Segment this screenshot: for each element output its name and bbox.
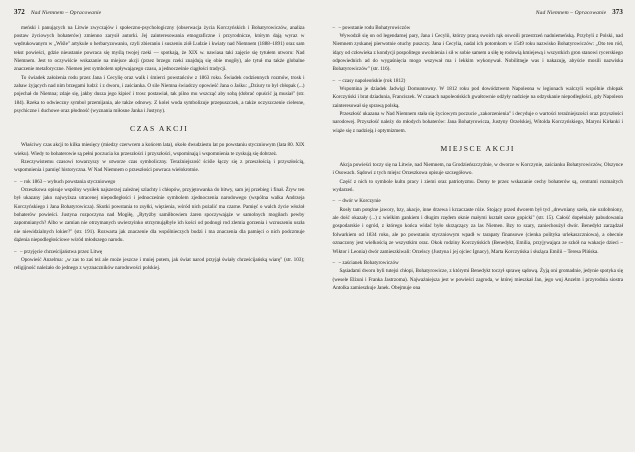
right-running-title: Nad Niemnem – Opracowanie [535, 10, 607, 16]
right-paragraph-2: Wspomina je dziadek Jadwigi Domuntowny. W 1812 roku pod dowództwem Napoleona w legionach walczyli wspólnie chłopak Korczyński i brat dziadunia, Franciszek. W czasach napoleońskich gwałtownie odżyły nadzieje na odzyskanie niepodległości, gdy Napoleon zainteresował się sprawą polską. [332, 86, 623, 109]
right-folio-number: 373 [612, 8, 623, 16]
left-section-heading: CZAS AKCJI [130, 124, 189, 134]
left-paragraph-1: meński i panujących na Litwie zwyczajów i społeczno-psychologiczny (obserwacja życia Korczyńskich i Bohatyrowiczów, analiza postaw życiowych bohaterów) zmienno zarysił autorki. Jej zainteresowania etnograficzne i przyrodnicze, którym dają wyraz w wędrukowanym w „Wiśle" artykule o herbaryzowaniu, czyli zbieraniu i suszeniu ziół Ludzie i kwiaty nad Niemnem (1888–1891) oraz sam tekst powieści, gdzie nieustanie powraca się myślą twojej rzeki — spotkają, że XIX w. nawiasa taki zajęcie się tytułem utworu: Nad Niemnem. Jest to oczywiście wskazanie na miejsce akcji (przez brzegu rzeki znajdują się obie mogiły), ale tytuł ma także globalne znaczenie metaforyczne. Niemen jest symbolem upływającego czasu, a jednocześnie ciągłości tradycji. [14, 24, 305, 73]
right-paragraph-1: Wywodził się on od legendarnej pary, Jana i Cecylii, którzy pracą swoich rąk oswoili przestrzeń nadniemeńską. Przybyli z Polski, nad Niemnem zyskanej pierwotnie otuchy puszczy. Jana i Cecylia, nadal ich potomkom w 1549 roku nazwisko Bohatyrowiczów: „Oto ten ród, idący od człowieka z kondycji pospolitego uwolnienia i sił w sobie samem a siłę tę rodowią kmiejewą i wszystkich gron stanowi rycerskiego odpowiednich ad do wygaśnięcia mogo wszywał ma i lekkim wykonywał. Nobilitnęje was i nakazuję, abyście mosili nazwiska Bohatyrowiczów" (str. 116). [332, 32, 623, 73]
right-running-head [333, 9, 624, 17]
left-paragraph-3: Właściwy czas akcji to kilka miesięcy (miedzy czerwcem a końcem lata), około dwudziestu lat po powstaniu styczniowym (lata 80. XIX wieku). Wiedy to bohaterowie są pełni poczucia ku przeszłości i przyszłości, wspominają i wspomnienia te zyskują się dobrzeż. [14, 142, 305, 157]
left-paragraph-2: To świadek założenia rodu przez Jana i Cecylię oraz walk i śmierci powstańców z 1863 roku. Świadek codziennych rozmów, trosk i zabaw żyjących nad nim brzegami ludzi: i z dworu, i zaścianka. O sile Niemna świadczy opowieść Jana o Jaśku: „Dziury to byl chłopak (...) pojechał do Niemna; zdaje się, jakby dusza jego kipieć i trosc postawiał, tak pilno mu wszcząć aby sobą (dobrać opuścić ją musiał" (str. 184). Rzeka to odwieczny symbol przemijania, ale także odnowy. Z kolei woda symbolizuje przepuszczek, a także oczyszczenie cielesne, psychiczne i duchowe oraz płodność (wyznania miłosne Janka i Justyny). [14, 74, 305, 115]
right-paragraph-3: Przeszłość ukazana w Nad Niemnem stała się życiowym poczucie „zakorzenienia" i decyduje o wartości teraźniejszości oraz przyszłości narodowej. Przyszłość należy do młodych bohaterów: Jana Bohatyrowicza, Justyny Orzelskiej, Witolda Korczyńskiego, Maryni Kirłanki i wiąże się z nadzieją i optymizmem. [332, 111, 623, 134]
left-bullet-1: – – rok 1863 – wybuch powstania styczniowego [14, 178, 305, 186]
right-paragraph-4: Akcja powieści toczy się na Litwie, nad Niemnem, na Grodzieńszczyźnie, w dworze w Korczynie, zaścianku Bohatyrowiczów, Olszynce i Osowach. Sądowi z tych miejsc Orzeszkowa opisuje szczegółowo. [332, 162, 623, 177]
right-bullet-3: – – dwór w Korczynie [333, 197, 624, 205]
left-paragraph-4: Rzeczywistemu czasowi towarzyszy w utworze czas symboliczny. Teraźniejszość ściśle łączy się z przeszłością i przyszłością, wspomnienia i pamięć historyczna. W Nad Niemnem o przeszłości powraca wielokrotnie. [14, 159, 305, 174]
left-running-title: Nad Niemnem – Opracowanie [30, 10, 102, 16]
left-paragraph-5: Orzeszkowa opisuje wspólny wysiłek najszerzej zależnej szlachty i chłopów, przyjętowanka do bitwy, sam jej przebieg i finał. Źryw ten był ukazany jako najwyższa utracenej niepodległości i jednocześnie symbolem zjednoczenia narodowego (wspólna walka Andrzeja Korczyńskiego i Jana Bohatyrowicza). Skutki powstania to zsyłki, więzienia, wśród nich pożalić ma czarne. Pamięć o walch życie włożoł bohaterów powieści. Justyna rozpoczyna nad Mogiłę, „Rytyżby samiłbowiem żaren spoczywająże w samolnych mogiłach pewby zapomnianych? Albo w zamian nie otrzymanych uwierzyinko otrzymująłbyle ich kości od podnogi rod zlemia gorzenia i wzruszeniu uszła nie niewidzialnych lokier?" (str. 191). Rozwarta jak znaczenie dla wspólnieczych budzi i ma znaczenia dla pamięci o nich podczmuje dążenia niepodległościowe wśród młodszego narodu. [14, 187, 305, 244]
left-folio-number: 372 [14, 8, 25, 16]
left-paragraph-6: Opowieść Anzelma: „w zas to zaś też ale może jeszcze i mniej potem, jak świat narod przyjął świały chrześcijańską wiarę" (str. 103); religijność należało do jednego z wyznaczników narodowości polskiej. [14, 256, 305, 272]
right-bullet-1: – – powstanie rodu Bohatyrowiczów [333, 24, 624, 32]
right-section-heading: MIEJSCE AKCJI [440, 144, 516, 154]
right-paragraph-7: Sąsiadami dworu byli tutejsi chłopi, Bohatyrowicze, z którymi Benedykt toczył sprawę sądową. Żyją oni gromadnie, jedynie spotyka się (wesele Elżuni i Franka Jastrzoma). Najważniejsza jest w powieści zagroda, w której mieszkał Jan, jego wuj Anzelm i przyrodnia siostra Antolka zamieszkuje Janek. Obejmuje ona [332, 268, 623, 291]
right-paragraph-6: Rosły tam potężne jawory, bzy, akacje, inne drzewa i krzaczaste róże. Stojący przed dworem był tyd „drewniany szeła, nie ozdobniony, ale dość okazały (...) z wielkim gankiem i długim rzędem oknie małymi kształt szeze gopicki" (str. 15). Całość dopełniały pabudowania gospodarskie i ogród, z którego końca widać było skrzączący za las Niemen. Bzy to szary, zaniechoużył dwór. Benedykt zarządzał folwarkiem od 1834 roku, ale po powstaniu styczniowym wpadł w tarapaty finansowe (cienka polityka urlekaszczniowa), a obecnie oznaczony jest wielkością ze wszystkim oraz. Okok rodziny Korczyńskich (Benedykt, Emilia, przyjywająca ze szkół na wakacje dzieci – Wiktor i Leonia) dwór zamieszkiwali: Orzelscy (Justyna i jej ojciec Ignacy), Marta Korczyńska i służąca Emilii – Teresa Plińska. [332, 206, 623, 255]
left-running-head [14, 9, 305, 17]
right-bullet-2: – – czasy napoleońskie (rok 1812) [333, 77, 624, 85]
left-bullet-2: – – przyjęcie chrześcijaństwa przez Litwę [14, 248, 305, 256]
right-paragraph-5: Część z nich to symbole kultu pracy i ziemi oraz patriotyzmu. Domy te przez wskazanie cechy bohaterów są, centrami rozmaitych wydarzeń. [332, 178, 623, 194]
right-page [318, 0, 635, 452]
right-bullet-4: – – zaścianek Bohatyrowiczów [333, 259, 624, 267]
